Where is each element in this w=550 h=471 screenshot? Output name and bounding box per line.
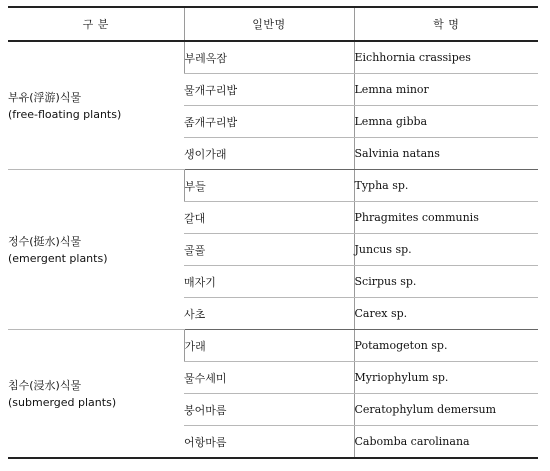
scientific-name-cell: Lemna gibba <box>354 106 538 138</box>
common-name-cell: 갈대 <box>184 202 354 234</box>
scientific-name-cell: Carex sp. <box>354 298 538 330</box>
category-label-en: (submerged plants) <box>8 395 117 409</box>
category-label-ko: 정수(挺水)식물 <box>8 234 82 248</box>
scientific-name-cell: Lemna minor <box>354 74 538 106</box>
scientific-name-cell: Myriophylum sp. <box>354 362 538 394</box>
table-row <box>8 330 538 362</box>
table-header-row <box>8 7 538 41</box>
scientific-name-cell: Juncus sp. <box>354 234 538 266</box>
scientific-name-cell: Eichhornia crassipes <box>354 41 538 74</box>
scientific-name-cell: Ceratophylum demersum <box>354 394 538 426</box>
scientific-name-cell: Salvinia natans <box>354 138 538 170</box>
category-free-floating <box>8 41 184 170</box>
common-name-cell: 붕어마름 <box>184 394 354 426</box>
plant-classification-table-container <box>8 6 538 459</box>
scientific-name-cell: Phragmites communis <box>354 202 538 234</box>
category-emergent <box>8 170 184 330</box>
common-name-cell: 부들 <box>184 170 354 202</box>
scientific-name-cell: Scirpus sp. <box>354 266 538 298</box>
common-name-cell: 좀개구리밥 <box>184 106 354 138</box>
common-name-cell: 물수세미 <box>184 362 354 394</box>
category-label-en: (free-floating plants) <box>8 107 122 121</box>
common-name-cell: 어항마름 <box>184 426 354 459</box>
common-name-cell: 가래 <box>184 330 354 362</box>
header-common-name: 일반명 <box>184 7 354 41</box>
table-row <box>8 41 538 74</box>
plant-classification-table <box>8 6 538 459</box>
scientific-name-cell: Potamogeton sp. <box>354 330 538 362</box>
category-submerged <box>8 330 184 459</box>
common-name-cell: 생이가래 <box>184 138 354 170</box>
header-scientific-name: 학 명 <box>354 7 538 41</box>
common-name-cell: 골풀 <box>184 234 354 266</box>
category-label-en: (emergent plants) <box>8 251 108 265</box>
common-name-cell: 사초 <box>184 298 354 330</box>
category-label-ko: 부유(浮游)식물 <box>8 90 82 104</box>
header-category: 구 분 <box>8 7 184 41</box>
category-label-ko: 침수(浸水)식물 <box>8 378 82 392</box>
scientific-name-cell: Typha sp. <box>354 170 538 202</box>
scientific-name-cell: Cabomba carolinana <box>354 426 538 459</box>
table-row <box>8 170 538 202</box>
common-name-cell: 부레옥잠 <box>184 41 354 74</box>
common-name-cell: 물개구리밥 <box>184 74 354 106</box>
common-name-cell: 매자기 <box>184 266 354 298</box>
